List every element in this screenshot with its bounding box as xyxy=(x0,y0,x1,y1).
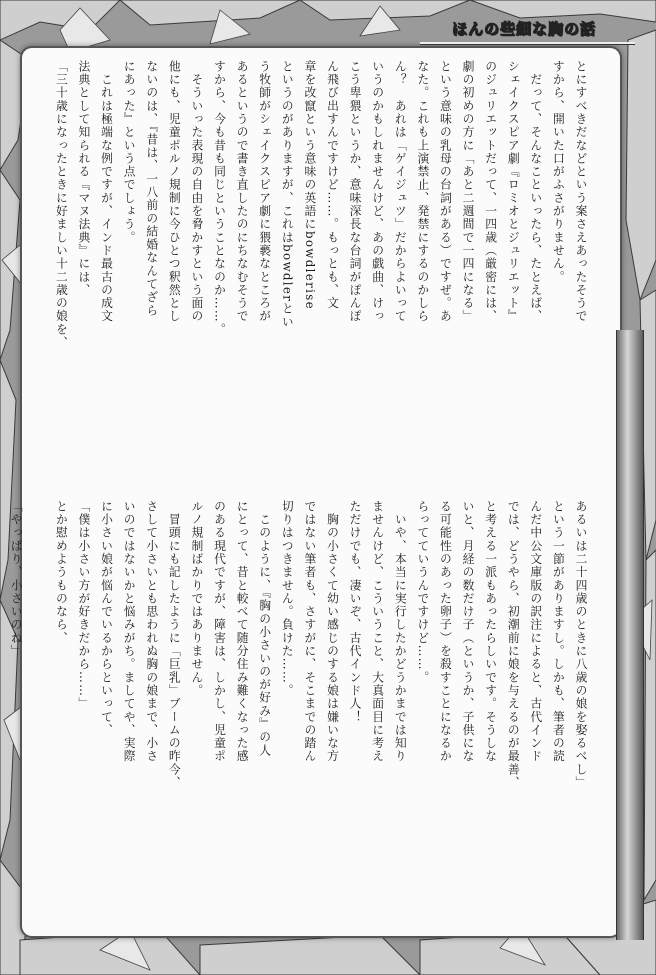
text-line: という意味の乳母の台詞がある）ですぜ。あ xyxy=(438,60,453,323)
text-line: と考える一派もあったらしいです。そうしな xyxy=(483,500,498,763)
text-column-top xyxy=(40,60,592,465)
text-line: 他にも、児童ポルノ規制に今ひとつ釈然とし xyxy=(167,60,182,323)
text-line: すから、今も昔も同じということなのか……。 xyxy=(212,60,227,337)
text-line: ん？ あれは「ゲイジュツ」だからよいって xyxy=(393,60,408,323)
text-line: いや、本当に実行したかどうかまでは知り xyxy=(393,500,408,763)
text-line: 劇の初めの方に「あと二週間で一四になる」 xyxy=(461,60,476,323)
text-line: 「やっぱり、小さいのね」 xyxy=(9,500,24,658)
text-line: いのではないかと悩みがち。ましてや、実際 xyxy=(122,500,137,763)
text-line: ん飛び出すんですけど……。もっとも、文 xyxy=(325,60,340,310)
text-line: あるというので書き直したのにちなむそうで xyxy=(235,60,250,323)
text-line: これは極端な例ですが、インド最古の成文 xyxy=(99,60,114,323)
text-line: のある現代ですが、障害は、しかし、児童ポ xyxy=(212,500,227,763)
text-line: という一節がありますし。しかも、筆者の読 xyxy=(551,500,566,763)
text-line: さして小さいとも思われぬ胸の娘まで、小さ xyxy=(144,500,159,763)
text-line: いと、月経の数だけ子（というか、子供にな xyxy=(461,500,476,763)
text-line: ませんけど、こういうこと、大真面目に考え xyxy=(370,500,385,763)
text-line: う牧師がシェイクスピア劇に猥褻なところが xyxy=(257,60,272,323)
text-line: 「三十歳になったときに好ましい十二歳の娘を、 xyxy=(54,60,69,350)
text-line: では、どうやら、初潮前に娘を与えるのが最善、 xyxy=(506,500,521,790)
text-line: 胸の小さくて幼い感じのする娘は嫌いな方 xyxy=(325,500,340,763)
text-line: こう卑猥というか、意味深長な台詞がぽんぽ xyxy=(348,60,363,323)
text-line: 章を改竄という意味の英語にbowdlerise xyxy=(302,60,317,310)
text-line xyxy=(27,500,50,920)
text-line: いうのかもしれませんけど、あの戯曲、けっ xyxy=(370,60,385,323)
header-rule xyxy=(420,42,635,44)
text-line: にあった』という点でしょう。 xyxy=(122,60,137,245)
text-line: る可能性のあった卵子）を殺すことになるか xyxy=(438,500,453,763)
text-line: 切りはつきません。負けた……。 xyxy=(280,500,295,698)
text-line: だって、そんなこといったら、たとえば、 xyxy=(528,60,543,323)
text-line: とにすべきだなどという案さえあったそうで xyxy=(574,60,588,323)
text-line: というのがありますが、これはbowdlerとい xyxy=(280,60,295,329)
text-column-bottom xyxy=(9,500,592,920)
text-line: 「僕は小さい方が好きだから……」 xyxy=(76,500,91,711)
text-line: ではない筆者も、さすがに、そこまでの踏ん xyxy=(302,500,317,763)
text-line: なた。これも上演禁止、発禁にするのかしら xyxy=(415,60,430,323)
text-line: シェイクスピア劇『ロミオとジュリエット』 xyxy=(506,60,521,323)
text-line: にとって、昔と較べて随分住み難くなった感 xyxy=(235,500,250,763)
text-line: ルノ規制ばかりではありません。 xyxy=(189,500,204,698)
text-line: のジュリエットだって、一四歳（厳密には、 xyxy=(483,60,498,323)
text-line: らってていうんですけど……。 xyxy=(415,500,430,685)
text-line: 冒頭にも記したように「巨乳」ブームの昨今、 xyxy=(167,500,182,790)
text-line: とか慰めようものなら、 xyxy=(54,500,69,645)
text-line: んだ中公文庫版の訳注によると、古代インド xyxy=(528,500,543,763)
page-header-title: ほんの些細な胸の話 xyxy=(452,20,597,38)
decorative-pillar xyxy=(616,330,644,940)
text-line: そういった表現の自由を脅かすという面の xyxy=(189,60,204,323)
text-line: ただけでも、凄いぞ、古代インド人！ xyxy=(348,500,363,724)
text-line xyxy=(0,500,5,920)
text-line: このように、『胸の小さいのが好み』の人 xyxy=(257,500,272,758)
text-line: すから、開いた口がふさがりません。 xyxy=(551,60,566,284)
text-line: あるいは二十四歳のときに八歳の娘を娶るべし」 xyxy=(574,500,588,790)
text-line: ないのは、『昔は、一八前の結婚なんてざら xyxy=(144,60,159,318)
text-line: 法典として知られる『マヌ法典』には、 xyxy=(76,60,91,297)
text-line: に小さい娘が悩んでいるからといって、 xyxy=(99,500,114,737)
